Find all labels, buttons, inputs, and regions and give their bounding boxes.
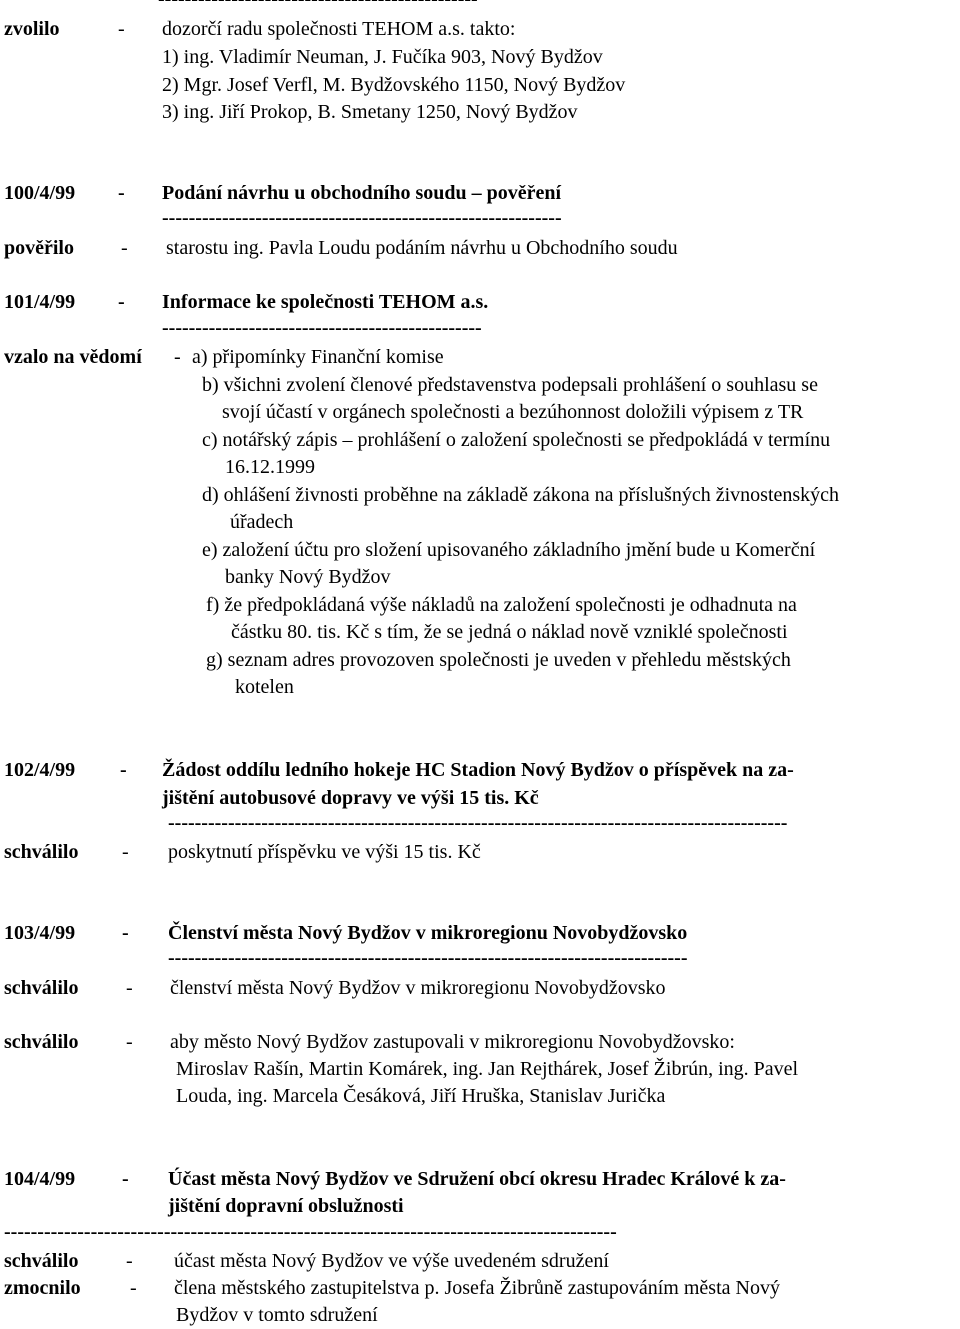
resolution-number: 100/4/99 xyxy=(4,182,76,204)
resolution-label: pověřilo xyxy=(4,237,74,259)
resolution-title: Účast města Nový Bydžov ve Sdružení obcí okresu Hradec Králové k za- xyxy=(168,1168,786,1190)
separator-line: -------------------------------------------------------------------------------------------- xyxy=(4,1221,617,1243)
resolution-text: Miroslav Rašín, Martin Komárek, ing. Jan Rejthárek, Josef Žibrún, ing. Pavel xyxy=(176,1058,799,1080)
resolution-label: schválilo xyxy=(4,1250,79,1272)
resolution-dash: - xyxy=(120,759,127,781)
resolution-title: Členství města Nový Bydžov v mikroregionu Novobydžovsko xyxy=(168,922,688,944)
separator-line: --------------------------------------------------------------------------------------------- xyxy=(168,812,788,834)
resolution-text: člena městského zastupitelstva p. Josefa Žibrůně zastupováním města Nový xyxy=(174,1277,780,1299)
resolution-label: schválilo xyxy=(4,841,79,863)
resolution-text: 2) Mgr. Josef Verfl, M. Bydžovského 1150, Nový Bydžov xyxy=(162,74,626,96)
resolution-dash: - xyxy=(121,237,128,259)
list-item: d) ohlášení živnosti proběhne na základě zákona na příslušných živnostenských xyxy=(202,484,840,506)
list-item-continuation: úřadech xyxy=(230,511,294,533)
list-item-continuation: svojí účastí v orgánech společnosti a bezúhonnost doložili výpisem z TR xyxy=(222,401,804,423)
resolution-dash: - xyxy=(122,922,129,944)
resolution-dash: - xyxy=(126,1250,133,1272)
list-item: f) že předpokládaná výše nákladů na založení společnosti je odhadnuta na xyxy=(206,594,797,616)
resolution-dash: - xyxy=(130,1277,137,1299)
resolution-dash: - xyxy=(122,1168,129,1190)
list-item-continuation: banky Nový Bydžov xyxy=(225,566,391,588)
resolution-title: jištění autobusové dopravy ve výši 15 tis. Kč xyxy=(162,787,539,809)
list-item: b) všichni zvolení členové představenstva podepsali prohlášení o souhlasu se xyxy=(202,374,818,396)
resolution-text: starostu ing. Pavla Loudu podáním návrhu u Obchodního soudu xyxy=(166,237,678,259)
resolution-text: poskytnutí příspěvku ve výši 15 tis. Kč xyxy=(168,841,481,863)
resolution-number: 101/4/99 xyxy=(4,291,76,313)
resolution-label: vzalo na vědomí xyxy=(4,346,142,368)
separator-line: ------------------------------------------------------------------------------ xyxy=(168,947,688,969)
resolution-text: Bydžov v tomto sdružení xyxy=(176,1304,378,1326)
resolution-dash: - xyxy=(174,346,181,368)
resolution-number: 104/4/99 xyxy=(4,1168,76,1190)
list-item: e) založení účtu pro složení upisovaného základního jmění bude u Komerční xyxy=(202,539,816,561)
separator-line: ------------------------------------------------ xyxy=(162,317,482,339)
list-item-continuation: 16.12.1999 xyxy=(225,456,315,478)
resolution-text: dozorčí radu společnosti TEHOM a.s. takto: xyxy=(162,18,516,40)
resolution-label: zvolilo xyxy=(4,18,60,40)
resolution-number: 103/4/99 xyxy=(4,922,76,944)
resolution-text: členství města Nový Bydžov v mikroregionu Novobydžovsko xyxy=(170,977,666,999)
separator-line xyxy=(158,0,478,10)
resolution-text: 3) ing. Jiří Prokop, B. Smetany 1250, Nový Bydžov xyxy=(162,101,578,123)
resolution-dash: - xyxy=(118,182,125,204)
resolution-text: účast města Nový Bydžov ve výše uvedeném sdružení xyxy=(174,1250,609,1272)
resolution-text: Louda, ing. Marcela Česáková, Jiří Hruška, Stanislav Jurička xyxy=(176,1085,666,1107)
list-item-continuation: částku 80. tis. Kč s tím, že se jedná o náklad nově vzniklé společnosti xyxy=(231,621,788,643)
list-item: g) seznam adres provozoven společnosti je uveden v přehledu městských xyxy=(206,649,791,671)
resolution-title: Podání návrhu u obchodního soudu – pověření xyxy=(162,182,562,204)
resolution-text: aby město Nový Bydžov zastupovali v mikroregionu Novobydžovsko: xyxy=(170,1031,735,1053)
resolution-title: Informace ke společnosti TEHOM a.s. xyxy=(162,291,489,313)
resolution-dash: - xyxy=(118,291,125,313)
resolution-label: schválilo xyxy=(4,1031,79,1053)
resolution-title: Žádost oddílu ledního hokeje HC Stadion Nový Bydžov o příspěvek na za- xyxy=(162,759,794,781)
resolution-text: 1) ing. Vladimír Neuman, J. Fučíka 903, Nový Bydžov xyxy=(162,46,603,68)
list-item-continuation: kotelen xyxy=(235,676,294,698)
resolution-number: 102/4/99 xyxy=(4,759,76,781)
separator-line: ------------------------------------------------------------ xyxy=(162,207,562,229)
resolution-label: schválilo xyxy=(4,977,79,999)
resolution-dash: - xyxy=(122,841,129,863)
resolution-dash: - xyxy=(126,1031,133,1053)
list-item: c) notářský zápis – prohlášení o založení společnosti se předpokládá v termínu xyxy=(202,429,831,451)
resolution-title: jištění dopravní obslužnosti xyxy=(168,1195,404,1217)
resolution-dash: - xyxy=(118,18,125,40)
resolution-dash: - xyxy=(126,977,133,999)
list-item: a) připomínky Finanční komise xyxy=(192,346,444,368)
resolution-label: zmocnilo xyxy=(4,1277,81,1299)
